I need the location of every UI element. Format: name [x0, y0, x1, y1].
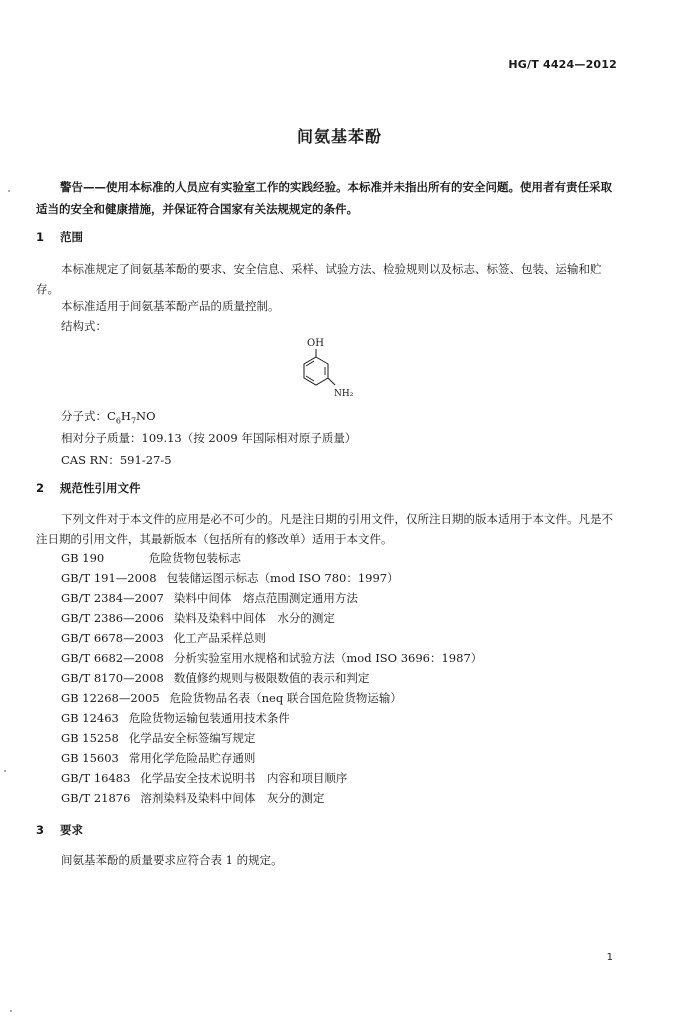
reference-item — [61, 610, 335, 626]
scan-speck — [10, 1010, 12, 1012]
scan-speck — [8, 190, 10, 192]
molar-mass: 相对分子质量：109.13（按 2009 年国际相对原子质量） — [61, 431, 357, 445]
warning-paragraph: 警告——使用本标准的人员应有实验室工作的实践经验。本标准并未指出所有的安全问题。使用者有责任采取适当的安全和健康措施，并保证符合国家有关法规规定的条件。 — [36, 180, 612, 216]
section-title: 范围 — [60, 230, 84, 244]
reference-title: 包装储运图示标志（mod ISO 780：1997） — [166, 571, 399, 585]
section-title: 规范性引用文件 — [60, 481, 141, 495]
section-1-heading — [36, 229, 83, 245]
reference-item — [61, 790, 324, 806]
standard-code: HG/T 4424—2012 — [508, 58, 617, 71]
requirements-paragraph: 间氨基苯酚的质量要求应符合表 1 的规定。 — [61, 853, 283, 867]
reference-title: 化工产品采样总则 — [173, 631, 266, 645]
molecular-formula: 分子式：$C_6H_7NO$ — [61, 409, 156, 426]
reference-code: GB 12463 — [61, 711, 119, 725]
reference-code: GB/T 6678—2003 — [61, 631, 164, 645]
reference-item — [61, 690, 402, 706]
reference-title: 染料中间体 熔点范围测定通用方法 — [173, 591, 358, 605]
reference-code: GB/T 2386—2006 — [61, 611, 164, 625]
reference-title: 数值修约规则与极限数值的表示和判定 — [173, 671, 370, 685]
reference-code: GB/T 2384—2007 — [61, 591, 164, 605]
reference-code: GB/T 16483 — [61, 771, 131, 785]
hydroxyl-group-label: OH — [307, 338, 324, 349]
cas-number: CAS RN：591-27-5 — [61, 453, 172, 467]
reference-code: GB/T 8170—2008 — [61, 671, 164, 685]
document-title: 间氨基苯酚 — [296, 127, 382, 146]
references-intro: 下列文件对于本文件的应用是必不可少的。凡是注日期的引用文件，仅所注日期的版本适用于本文件。凡是不注日期的引用文件，其最新版本（包括所有的修改单）适用于本文件。 — [36, 512, 613, 546]
reference-title: 危险货物包装标志 — [149, 551, 241, 565]
section-2-heading — [36, 480, 141, 496]
scan-speck — [4, 770, 6, 772]
reference-title: 溶剂染料及染料中间体 灰分的测定 — [140, 791, 325, 805]
section-number: 3 — [36, 823, 45, 837]
structure-label: 结构式： — [61, 319, 107, 333]
page-number: 1 — [606, 952, 613, 963]
applicability-paragraph: 本标准适用于间氨基苯酚产品的质量控制。 — [61, 299, 280, 313]
section-title: 要求 — [60, 823, 84, 837]
reference-item — [61, 710, 290, 726]
reference-title: 常用化学危险品贮存通则 — [128, 751, 256, 765]
reference-code: GB/T 6682—2008 — [61, 651, 164, 665]
reference-title: 化学品安全标签编写规定 — [128, 731, 256, 745]
structural-formula — [290, 332, 370, 402]
reference-code: GB 15258 — [61, 731, 119, 745]
section-number: 1 — [36, 230, 45, 244]
reference-item — [61, 630, 266, 646]
reference-item — [61, 570, 399, 586]
reference-code: GB/T 191—2008 — [61, 571, 157, 585]
reference-title: 危险货物运输包装通用技术条件 — [128, 711, 290, 725]
reference-title: 危险货物品名表（neq 联合国危险货物运输） — [169, 691, 402, 705]
reference-code: GB/T 21876 — [61, 791, 131, 805]
section-number: 2 — [36, 481, 45, 495]
reference-item — [61, 590, 358, 606]
reference-code: GB 190 — [61, 551, 105, 565]
scope-paragraph: 本标准规定了间氨基苯酚的要求、安全信息、采样、试验方法、检验规则以及标志、标签、包装、运输和贮存。 — [36, 262, 602, 296]
reference-title: 化学品安全技术说明书 内容和项目顺序 — [140, 771, 348, 785]
reference-title: 染料及染料中间体 水分的测定 — [173, 611, 335, 625]
reference-title: 分析实验室用水规格和试验方法（mod ISO 3696：1987） — [173, 651, 483, 665]
amino-group-label: NH₂ — [334, 389, 354, 399]
section-3-heading — [36, 822, 83, 838]
reference-item — [61, 770, 347, 786]
reference-item — [61, 650, 482, 666]
reference-code: GB 12268—2005 — [61, 691, 160, 705]
reference-code: GB 15603 — [61, 751, 119, 765]
reference-item — [61, 670, 369, 686]
reference-item — [61, 750, 255, 766]
reference-item — [61, 730, 255, 746]
reference-item — [61, 550, 241, 566]
